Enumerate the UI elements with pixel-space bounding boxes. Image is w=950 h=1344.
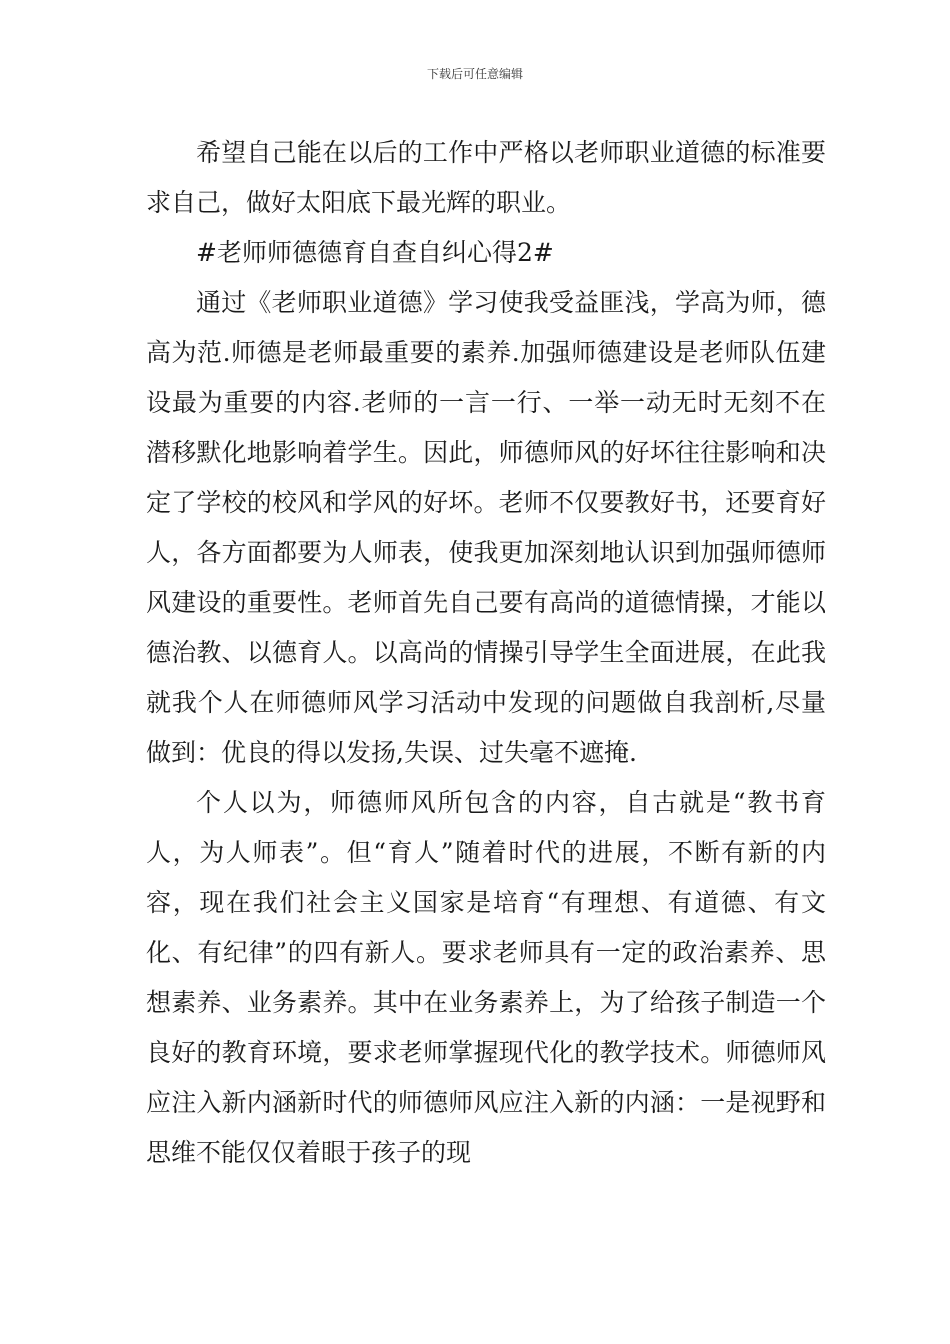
page-header-note: 下载后可任意编辑 [426,67,523,81]
paragraph-opinion: 个人以为，师德师风所包含的内容，自古就是“教书育人，为人师表”。但“育人”随着时代的进展，不断有新的内容，现在我们社会主义国家是培育“有理想、有道德、有文化、有纪律”的四有新人。要求老师具有一定的政治素养、思想素养、业务素养。其中在业务素养上，为了给孩子制造一个良好的教育环境，要求老师掌握现代化的教学技术。师德师风应注入新内涵新时代的师德师风应注入新的内涵：一是视野和思维不能仅仅着眼于孩子的现 [146,788,826,1167]
paragraph-intro: 希望自己能在以后的工作中严格以老师职业道德的标准要求自己，做好太阳底下最光辉的职业。 [146,138,826,217]
section-heading: #老师师德德育自查自纠心得2# [196,238,554,267]
document-body [146,128,826,1178]
paragraph-study: 通过《老师职业道德》学习使我受益匪浅，学高为师，德高为范.师德是老师最重要的素养.加强师德建设是老师队伍建设最为重要的内容.老师的一言一行、一举一动无时无刻不在潜移默化地影响着学生。因此，师德师风的好坏往往影响和决定了学校的校风和学风的好坏。老师不仅要教好书，还要育好人，各方面都要为人师表，使我更加深刻地认识到加强师德师风建设的重要性。老师首先自己要有高尚的道德情操，才能以德治教、以德育人。以高尚的情操引导学生全面进展，在此我就我个人在师德师风学习活动中发现的问题做自我剖析,尽量做到：优良的得以发扬,失误、过失毫不遮掩. [146,288,826,767]
